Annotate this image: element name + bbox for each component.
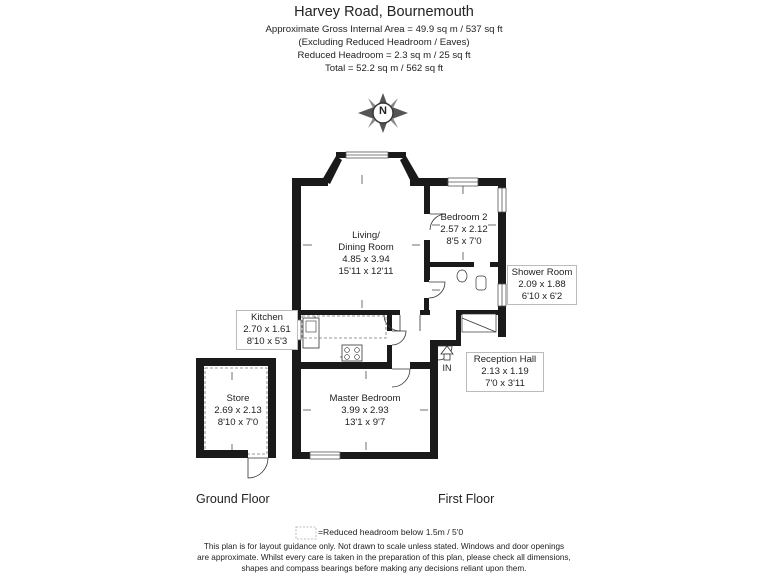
room-size-imperial: 8'10 x 7'0 <box>217 417 259 428</box>
ground-floor-label: Ground Floor <box>196 492 270 506</box>
first-floor-label: First Floor <box>438 492 495 506</box>
room-size-imperial: 13'1 x 9'7 <box>344 417 386 428</box>
kitchen-fixtures <box>303 318 362 361</box>
room-label-bedroom2 <box>432 212 496 248</box>
room-name: Shower Room <box>511 267 573 278</box>
entrance-label: IN <box>442 363 452 373</box>
room-name: Reception Hall <box>473 354 537 365</box>
room-size-metric: 2.70 x 1.61 <box>243 324 291 335</box>
total-area-line: Total = 52.2 sq m / 562 sq ft <box>324 63 444 74</box>
room-name: Bedroom 2 <box>440 212 488 223</box>
room-label-shower <box>507 265 577 305</box>
store-door <box>248 458 268 478</box>
room-label-kitchen <box>236 310 298 350</box>
gross-area-line: Approximate Gross Internal Area = 49.9 sq m / 537 sq ft <box>265 24 503 35</box>
room-name: Store <box>226 393 250 404</box>
room-name: Kitchen <box>251 312 283 323</box>
room-size-metric: 2.13 x 1.19 <box>481 366 529 377</box>
entrance-arrow-icon <box>441 346 453 360</box>
bathroom-fixtures <box>457 270 496 332</box>
room-name: Dining Room <box>338 242 394 253</box>
room-label-reception <box>466 352 544 392</box>
room-label-store <box>208 393 268 429</box>
legend-text: =Reduced headroom below 1.5m / 5'0 <box>318 527 464 537</box>
legend-swatch <box>296 527 316 539</box>
room-name: Living/ <box>352 230 380 241</box>
room-size-imperial: 8'5 x 7'0 <box>446 236 482 247</box>
room-size-metric: 3.99 x 2.93 <box>341 405 389 416</box>
compass-letter: N <box>379 105 387 117</box>
disclaimer-line-2: are approximate. Whilst every care is taken in the preparation of this plan, please check all dimensions, <box>197 553 571 562</box>
room-size-metric: 2.09 x 1.88 <box>518 279 566 290</box>
room-size-metric: 2.57 x 2.12 <box>440 224 488 235</box>
room-size-imperial: 6'10 x 6'2 <box>521 291 563 302</box>
room-size-imperial: 15'11 x 12'11 <box>338 266 394 277</box>
disclaimer-line-1: This plan is for layout guidance only. Not drawn to scale unless stated. Windows and door openings <box>203 542 565 551</box>
page-title: Harvey Road, Bournemouth <box>294 4 474 20</box>
room-size-metric: 4.85 x 3.94 <box>342 254 390 265</box>
room-label-master <box>318 393 412 429</box>
room-label-living <box>326 230 406 278</box>
room-size-metric: 2.69 x 2.13 <box>214 405 262 416</box>
disclaimer-line-3: shapes and compass bearings before making any decisions reliant upon them. <box>241 564 527 573</box>
reduced-headroom-line: Reduced Headroom = 2.3 sq m / 25 sq ft <box>297 50 471 61</box>
room-size-imperial: 8'10 x 5'3 <box>246 336 288 347</box>
room-size-imperial: 7'0 x 3'11 <box>485 378 525 389</box>
room-name: Master Bedroom <box>329 393 401 404</box>
excluding-line: (Excluding Reduced Headroom / Eaves) <box>298 37 470 48</box>
